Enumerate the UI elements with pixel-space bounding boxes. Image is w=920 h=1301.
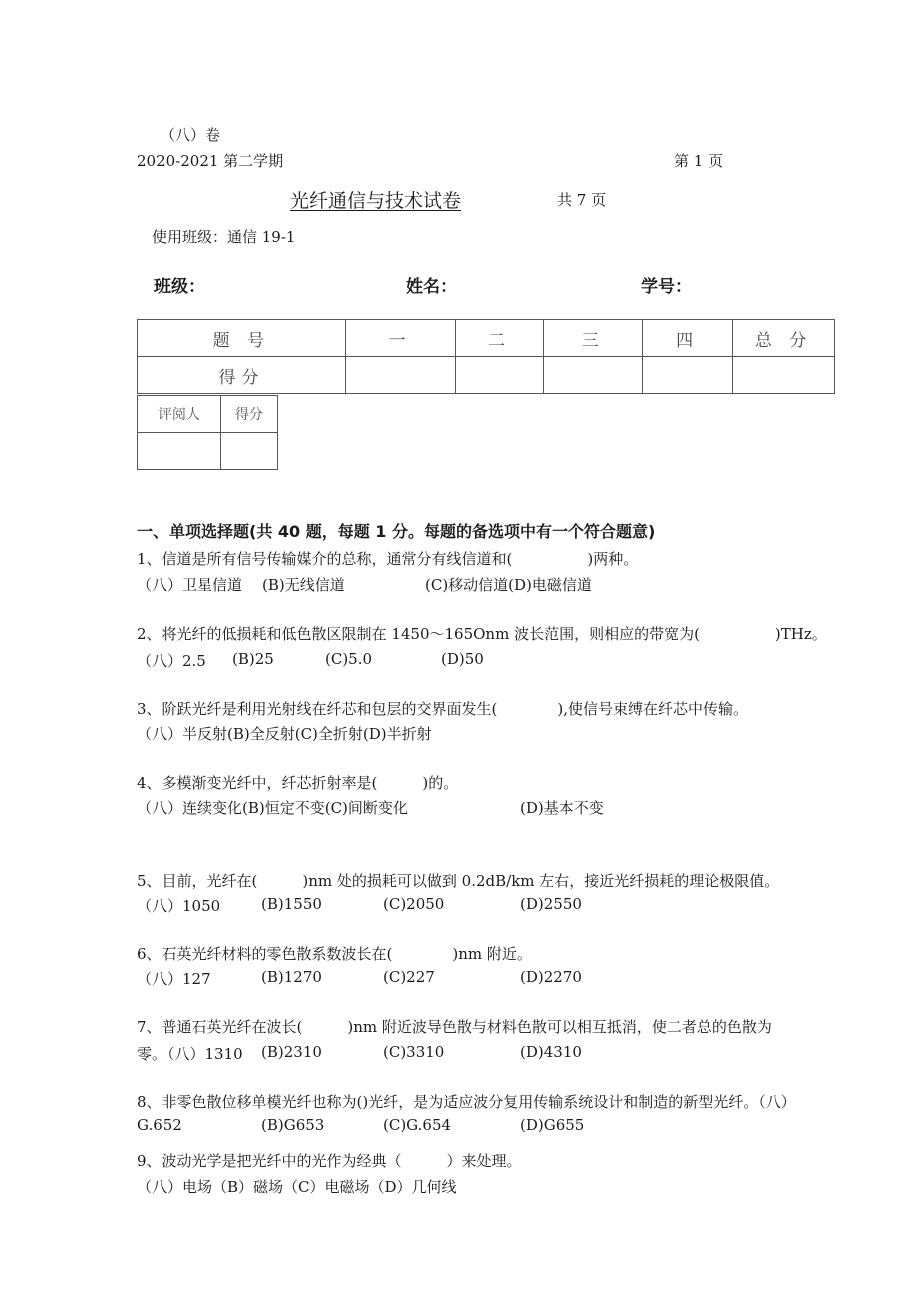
question-option[interactable]: (B)无线信道 <box>262 576 345 594</box>
term-label: 2020-2021 第二学期 <box>137 152 284 170</box>
score-header-row <box>138 320 835 357</box>
question-option[interactable]: (B)25 <box>232 650 274 668</box>
question-option[interactable]: (C)3310 <box>383 1043 445 1061</box>
score-header-cell: 二 <box>455 320 544 357</box>
question-stem: 9、波动光学是把光纤中的光作为经典（ ）来处理。 <box>137 1152 522 1170</box>
question-option[interactable]: （八）2.5 <box>137 652 206 670</box>
score-header-cell: 总 分 <box>733 320 835 357</box>
class-used: 使用班级：通信 19-1 <box>152 228 296 246</box>
score-header-cell: 三 <box>544 320 643 357</box>
question-option[interactable]: (C)5.0 <box>325 650 373 668</box>
exam-title: 光纤通信与技术试卷 <box>290 190 462 212</box>
question-option[interactable]: (B)1550 <box>261 895 322 913</box>
question-stem: 6、石英光纤材料的零色散系数波长在( )nm 附近。 <box>137 945 532 963</box>
question-option[interactable]: (D)50 <box>441 650 484 668</box>
score-header-cell: 一 <box>345 320 455 357</box>
question-option[interactable]: (D)G655 <box>520 1116 585 1134</box>
grader-reviewer-cell[interactable] <box>138 433 221 470</box>
question-stem: 7、普通石英光纤在波长( )nm 附近波导色散与材料色散可以相互抵消，使二者总的色散为 <box>137 1018 772 1036</box>
question-option[interactable]: (C)2050 <box>383 895 445 913</box>
question-stem: 3、阶跃光纤是利用光射线在纤芯和包层的交界面发生( ),使信号束缚在纤芯中传输。 <box>137 700 749 718</box>
question-stem: 4、多模渐变光纤中，纤芯折射率是( )的。 <box>137 774 459 792</box>
question-stem: 8、非零色散位移单模光纤也称为()光纤，是为适应波分复用传输系统设计和制造的新型光纤。（八） <box>137 1093 796 1111</box>
score-cell[interactable] <box>345 357 455 394</box>
score-header-cell: 四 <box>643 320 733 357</box>
question-option[interactable]: （八）1050 <box>137 897 221 915</box>
grader-score-label: 得分 <box>220 396 277 433</box>
question-stem: 1、信道是所有信号传输媒介的总称，通常分有线信道和( )两种。 <box>137 550 639 568</box>
score-cell[interactable] <box>643 357 733 394</box>
question-option[interactable]: (B)1270 <box>261 968 322 986</box>
total-pages: 共 7 页 <box>557 191 607 209</box>
question-stem: 2、将光纤的低损耗和低色散区限制在 1450～165Onm 波长范围，则相应的带宽为( )THz。 <box>137 625 827 643</box>
question-option[interactable]: （八）卫星信道 <box>137 576 243 594</box>
question-option[interactable]: G.652 <box>137 1116 182 1134</box>
question-option[interactable]: (D)基本不变 <box>520 799 604 817</box>
grader-reviewer-label: 评阅人 <box>138 396 221 433</box>
question-option[interactable]: （八）连续变化(B)恒定不变(C)间断变化 <box>137 799 408 817</box>
student-id-field-label: 学号： <box>641 277 692 297</box>
score-row-label: 得分 <box>138 357 346 394</box>
section-heading: 一、单项选择题(共 40 题，每题 1 分。每题的备选项中有一个符合题意) <box>137 522 656 541</box>
question-option[interactable]: (D)4310 <box>520 1043 582 1061</box>
question-option[interactable]: (B)2310 <box>261 1043 322 1061</box>
score-table <box>137 319 835 394</box>
question-option[interactable]: (C)移动信道(D)电磁信道 <box>425 576 592 594</box>
question-option[interactable]: (B)G653 <box>261 1116 325 1134</box>
question-option[interactable]: (C)G.654 <box>383 1116 452 1134</box>
paper-label: （八）卷 <box>160 126 221 144</box>
question-option[interactable]: (D)2550 <box>520 895 582 913</box>
question-option[interactable]: （八）电场（B）磁场（C）电磁场（D）几何线 <box>137 1178 457 1196</box>
question-option[interactable]: (D)2270 <box>520 968 582 986</box>
score-header-cell: 题 号 <box>138 320 346 357</box>
question-option[interactable]: (C)227 <box>383 968 435 986</box>
question-option[interactable]: （八）半反射(B)全反射(C)全折射(D)半折射 <box>137 725 432 743</box>
score-cell[interactable] <box>544 357 643 394</box>
question-option[interactable]: （八）127 <box>137 970 211 988</box>
score-cell[interactable] <box>733 357 835 394</box>
score-value-row <box>138 357 835 394</box>
name-field-label: 姓名： <box>406 277 457 297</box>
page-number: 第 1 页 <box>674 152 724 170</box>
question-option[interactable]: 零。（八）1310 <box>137 1045 243 1063</box>
class-field-label: 班级： <box>154 277 205 297</box>
grader-score-cell[interactable] <box>220 433 277 470</box>
score-cell[interactable] <box>455 357 544 394</box>
grader-table <box>137 395 278 470</box>
question-stem: 5、目前，光纤在( )nm 处的损耗可以做到 0.2dB/km 左右，接近光纤损耗的理论极限值。 <box>137 872 780 890</box>
